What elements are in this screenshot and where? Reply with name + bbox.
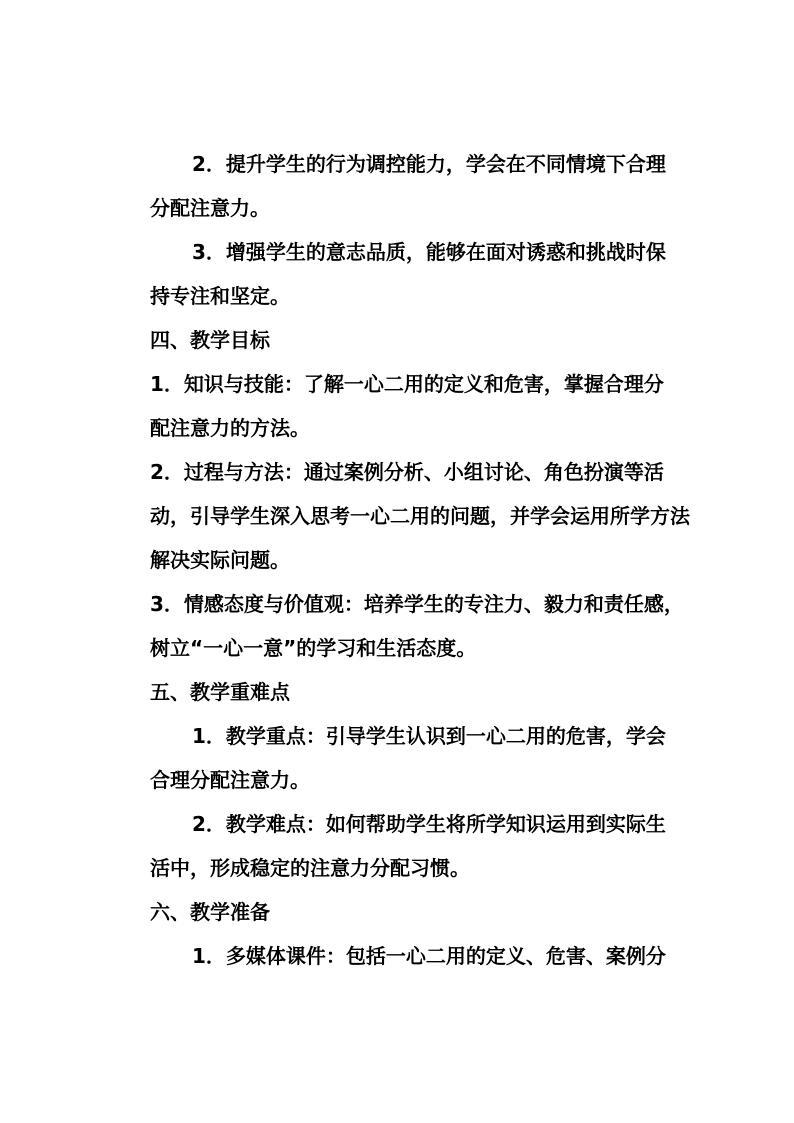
section-heading: 五、教学重难点 (150, 680, 290, 704)
paragraph-line: 树立“一心一意”的学习和生活态度。 (150, 636, 477, 660)
paragraph-line: 2．提升学生的行为调控能力，学会在不同情境下合理 (192, 152, 666, 176)
paragraph-line: 1．知识与技能：了解一心二用的定义和危害，掌握合理分 (150, 372, 664, 396)
paragraph-line: 解决实际问题。 (150, 548, 290, 572)
section-heading: 四、教学目标 (150, 328, 270, 352)
paragraph-line: 动，引导学生深入思考一心二用的问题，并学会运用所学方法 (150, 504, 690, 528)
paragraph-line: 2．教学难点：如何帮助学生将所学知识运用到实际生 (192, 812, 666, 836)
paragraph-line: 3．增强学生的意志品质，能够在面对诱惑和挑战时保 (192, 240, 666, 264)
paragraph-line: 2．过程与方法：通过案例分析、小组讨论、角色扮演等活 (150, 460, 664, 484)
paragraph-line: 分配注意力。 (150, 196, 270, 220)
paragraph-line: 1．教学重点：引导学生认识到一心二用的危害，学会 (192, 724, 666, 748)
paragraph-line: 活中，形成稳定的注意力分配习惯。 (150, 856, 470, 880)
paragraph-line: 持专注和坚定。 (150, 284, 290, 308)
paragraph-line: 合理分配注意力。 (150, 768, 310, 792)
paragraph-line: 3．情感态度与价值观：培养学生的专注力、毅力和责任感， (150, 592, 684, 616)
paragraph-line: 配注意力的方法。 (150, 416, 310, 440)
paragraph-line: 1．多媒体课件：包括一心二用的定义、危害、案例分 (192, 944, 666, 968)
section-heading: 六、教学准备 (150, 900, 270, 924)
